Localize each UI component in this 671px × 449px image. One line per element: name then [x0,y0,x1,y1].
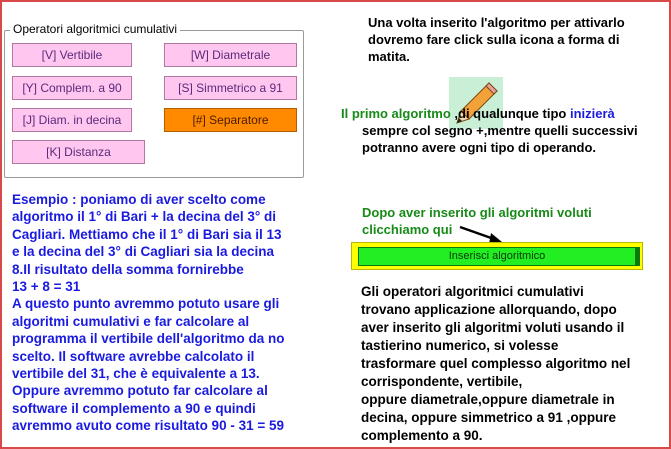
example-text: Esempio : poniamo di aver scelto come algoritmo il 1° di Bari + la decina del 3° di Cagliari. Mettiamo che il 1° di Bari sia il 13 e la decina del 3° di Cagliari sia la decina 8.Il risultato della somma fornirebbe 13 + 8 = 31 A questo punto avremmo potuto usare gli algoritmi cumulativi e far calcolare al programma il vertibile dell'algoritmo da no scelto. Il software avrebbe calcolato il vertibile del 31, che è equivalente a 13. Oppure avremmo potuto far calcolare al software il complemento a 90 e quindi avremmo avuto come risultato 90 - 31 = 59 [12,192,285,434]
diam-in-decina-button[interactable]: [J] Diam. in decina [12,108,132,132]
cumulative-line-3: aver inserito gli algoritmi voluti usando il [361,320,625,335]
insert-button-frame [351,242,643,270]
insert-algorithm-button[interactable]: Inserisci algoritmico [358,247,636,266]
cumulative-line-7: oppure diametrale,oppure diametrale in [361,392,615,407]
cumulative-line-5: trasformare quel complesso algoritmo nel [361,356,631,371]
insert-button-handle [636,247,640,266]
simmetrico-91-button[interactable]: [S] Simmetrico a 91 [164,76,297,100]
cumulative-line-9: complemento a 90. [361,428,483,443]
intro-line-3: matita. [368,49,410,64]
cumulative-line-1: Gli operatori algoritmici cumulativi [361,284,584,299]
first-algo-highlight: Il primo algoritmo [341,106,451,121]
first-algo-inizia: inizierà [569,106,615,121]
separatore-button[interactable]: [#] Separatore [164,108,297,132]
first-algo-text: ,di qualunque tipo [450,106,570,121]
diametrale-button[interactable]: [W] Diametrale [164,43,297,67]
first-algorithm-note [341,105,615,122]
cumulative-line-2: trovano applicazione allorquando, dopo [361,302,617,317]
after-insert-line-1: Dopo aver inserito gli algoritmi voluti [362,205,592,220]
first-algo-line-3: potranno avere ogni tipo di operando. [362,140,597,155]
after-insert-line-2: clicchiamo qui [362,222,453,237]
operators-group-title: Operatori algoritmici cumulativi [10,22,180,36]
intro-line-2: dovremo fare click sulla icona a forma di [368,32,620,47]
cumulative-line-6: corrispondente, vertibile, [361,374,523,389]
cumulative-line-4: tastierino numerico, si volesse [361,338,559,353]
complemento-90-button[interactable]: [Y] Complem. a 90 [12,76,132,100]
distanza-button[interactable]: [K] Distanza [12,140,145,164]
cumulative-line-8: decina, oppure simmetrico a 91 ,oppure [361,410,617,425]
vertibile-button[interactable]: [V] Vertibile [12,43,132,67]
first-algo-line-2: sempre col segno +,mentre quelli successivi [362,123,638,138]
intro-line-1: Una volta inserito l'algoritmo per attivarlo [368,15,625,30]
